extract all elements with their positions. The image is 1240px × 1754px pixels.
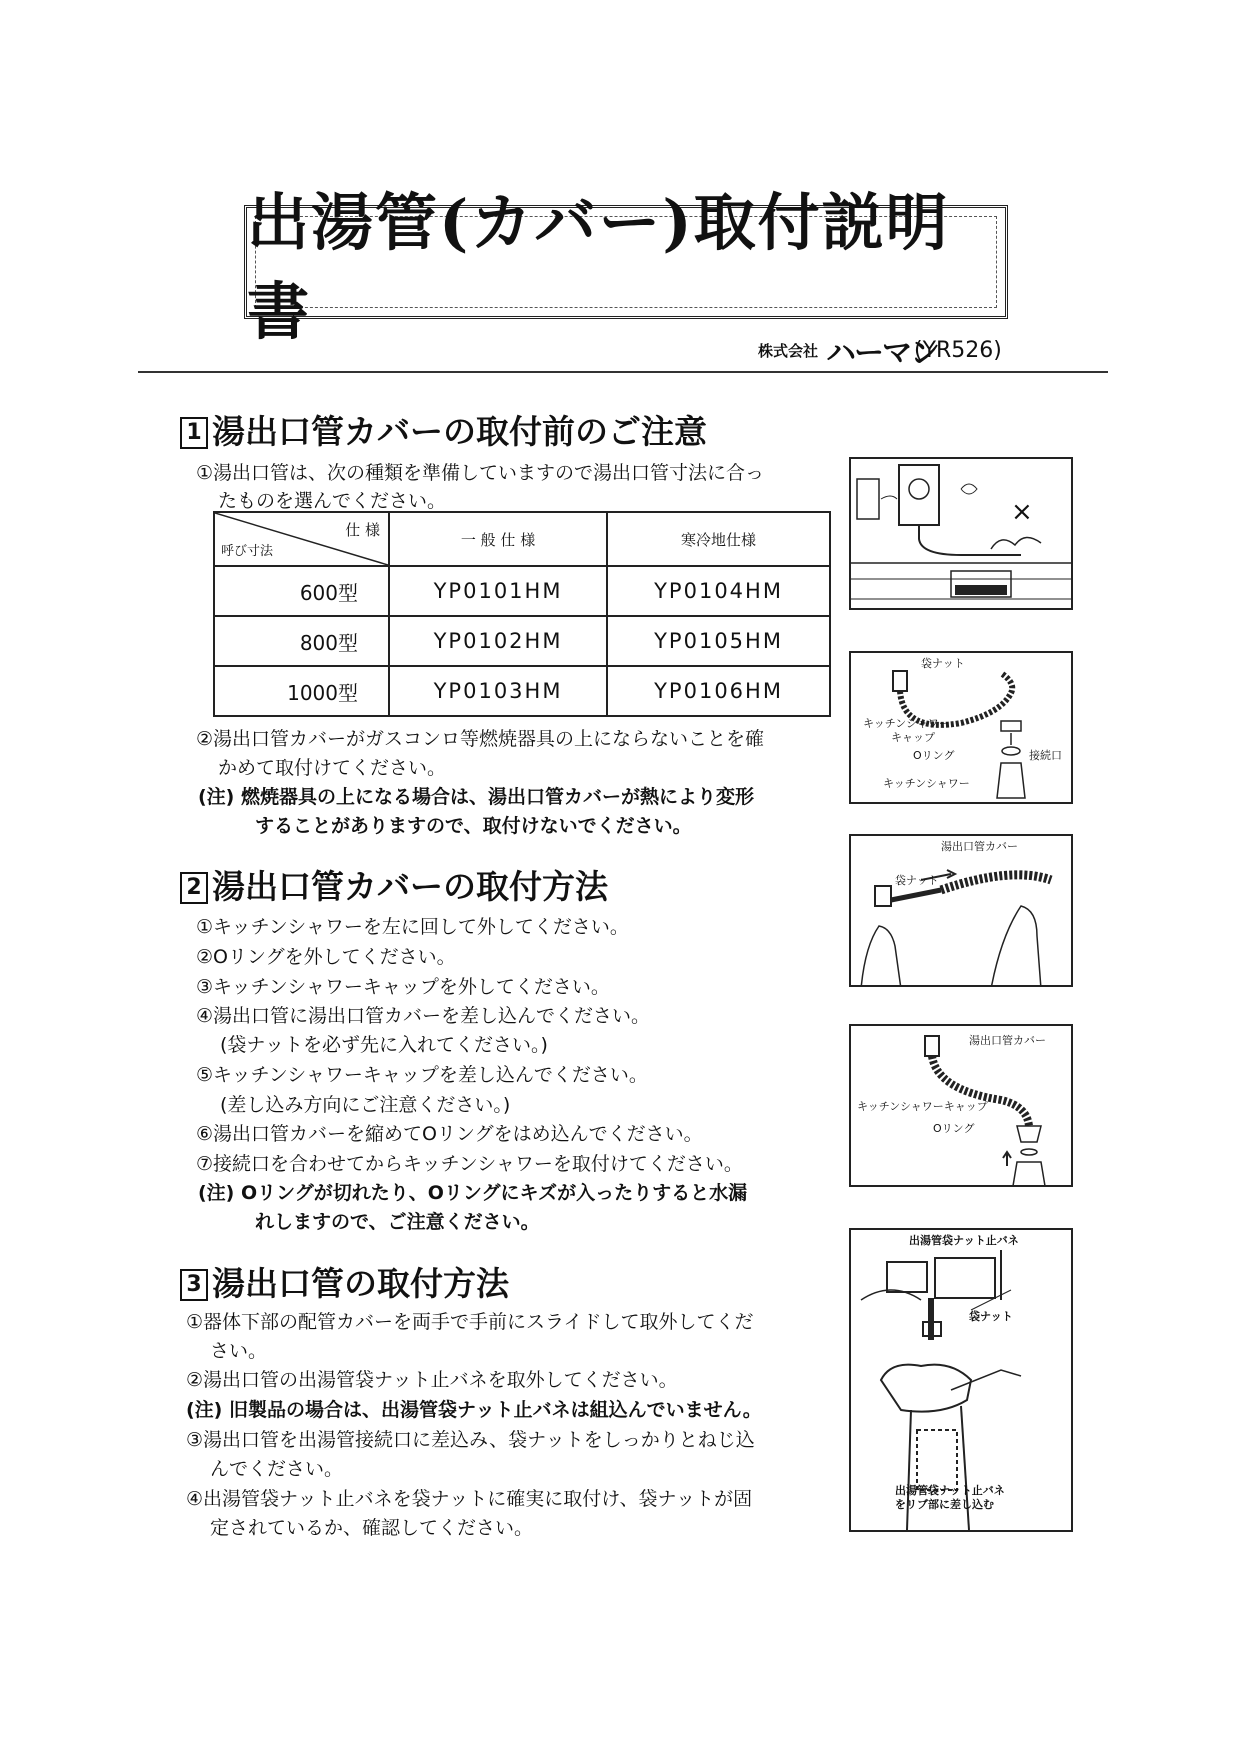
section2-step: (差し込み方向にご注意ください。) [220,1094,511,1116]
fig2-port-label: 接続口 [1029,749,1062,762]
row-general-model: YP0103HM [389,666,607,716]
stove-warning-illustration [851,459,1073,610]
section2-heading-text: 湯出口管カバーの取付方法 [212,867,608,906]
section2-step: ⑥湯出口管カバーを縮めてOリングをはめ込んでください。 [196,1123,703,1145]
row-cold-model: YP0105HM [607,616,830,666]
section3-line: ④出湯管袋ナット止バネを袋ナットに確実に取付け、袋ナットが固 [186,1488,753,1510]
section2-step: ①キッチンシャワーを左に回して外してください。 [196,916,629,938]
brand-logo: ハーマン [826,336,938,371]
corner-size-label: 呼び寸法 [221,544,274,559]
table-header-row [214,512,830,566]
section3-number: 3 [180,1269,208,1301]
section1-note-line1: (注) 燃焼器具の上になる場合は、湯出口管カバーが熱により変形 [198,786,754,808]
fig5-caption-line2: をリブ部に差し込む [895,1498,994,1511]
figure-cap-oring [849,1024,1073,1187]
section1-para2-line2: かめて取付けてください。 [218,757,447,779]
row-size: 600型 [214,566,389,616]
figure-insert-cover [849,834,1073,987]
section1-para1-line1: ①湯出口管は、次の種類を準備していますので湯出口管寸法に合っ [196,462,765,484]
section2-number: 2 [180,872,208,904]
section3-line: ③湯出口管を出湯管接続口に差込み、袋ナットをしっかりとねじ込 [186,1429,755,1451]
table-row [214,616,830,666]
fig2-nut-label: 袋ナット [921,657,965,670]
fig3-nut-label: 袋ナット [895,874,939,887]
section2-heading [180,861,608,908]
section3-line: 定されているか、確認してください。 [210,1517,534,1539]
table-corner-cell [214,512,389,566]
section1-para2-line1: ②湯出口管カバーがガスコンロ等燃焼器具の上にならないことを確 [196,728,765,750]
fig2-cap-label-1: キッチンシャワー [863,717,950,730]
section3-line: さい。 [210,1340,268,1362]
section3-line: んでください。 [210,1458,344,1480]
fig4-oring-label: Oリング [933,1122,975,1135]
section2-step: ⑦接続口を合わせてからキッチンシャワーを取付けてください。 [196,1153,743,1175]
fig5-nut-label: 袋ナット [969,1310,1013,1323]
column-header-general: 一 般 仕 様 [389,512,607,566]
figure-nut-spring [849,1228,1073,1532]
row-cold-model: YP0106HM [607,666,830,716]
row-general-model: YP0101HM [389,566,607,616]
row-general-model: YP0102HM [389,616,607,666]
section2-step: ③キッチンシャワーキャップを外してください。 [196,976,610,998]
model-spec-table [213,511,831,717]
section2-note-line2: れしますので、ご注意ください。 [255,1211,540,1233]
fig4-cover-label: 湯出口管カバー [969,1034,1046,1047]
section2-step: ②Oリングを外してください。 [196,946,456,968]
section3-heading [180,1258,509,1305]
fig5-spring-label: 出湯管袋ナット止バネ [909,1234,1019,1247]
page-title: 出湯管(カバー)取付説明書 [247,186,950,348]
section3-line: ①器体下部の配管カバーを両手で手前にスライドして取外してくだ [186,1311,754,1333]
row-size: 1000型 [214,666,389,716]
fig4-cap-label: キッチンシャワーキャップ [857,1100,988,1113]
header-divider [138,371,1108,373]
title-frame [244,186,1008,348]
column-header-cold: 寒冷地仕様 [607,512,830,566]
section2-step: ⑤キッチンシャワーキャップを差し込んでください。 [196,1064,648,1086]
insert-cover-illustration [851,836,1073,987]
warning-x-mark: × [1011,497,1033,527]
figure-stove-warning [849,457,1073,610]
section2-step: ④湯出口管に湯出口管カバーを差し込んでください。 [196,1005,651,1027]
fig2-shower-label: キッチンシャワー [883,777,970,790]
fig3-cover-label: 湯出口管カバー [941,840,1018,853]
section1-number: 1 [180,417,208,449]
section3-heading-text: 湯出口管の取付方法 [212,1264,509,1303]
row-cold-model: YP0104HM [607,566,830,616]
section1-para1-line2: たものを選んでください。 [218,490,447,512]
table-row [214,566,830,616]
section2-note-line1: (注) Oリングが切れたり、Oリングにキズが入ったりすると水漏 [198,1182,748,1204]
row-size: 800型 [214,616,389,666]
section1-heading-text: 湯出口管カバーの取付前のご注意 [212,412,707,451]
section1-heading [180,406,707,453]
document-code: (YR526) [914,338,1002,363]
fig2-cap-label-2: キャップ [891,731,935,744]
figure-shower-parts [849,651,1073,804]
fig2-oring-label: Oリング [913,749,955,762]
section3-line: (注) 旧製品の場合は、出湯管袋ナット止バネは組込んでいません。 [186,1399,762,1421]
section3-line: ②湯出口管の出湯管袋ナット止バネを取外してください。 [186,1369,678,1391]
section1-note-line2: することがありますので、取付けないでください。 [255,815,692,837]
section2-step: (袋ナットを必ず先に入れてください。) [220,1034,548,1056]
company-label: 株式会社 [758,342,819,360]
corner-spec-label: 仕 様 [345,521,380,539]
fig5-caption-line1: 出湯管袋ナット止バネ [895,1484,1005,1497]
table-row [214,666,830,716]
